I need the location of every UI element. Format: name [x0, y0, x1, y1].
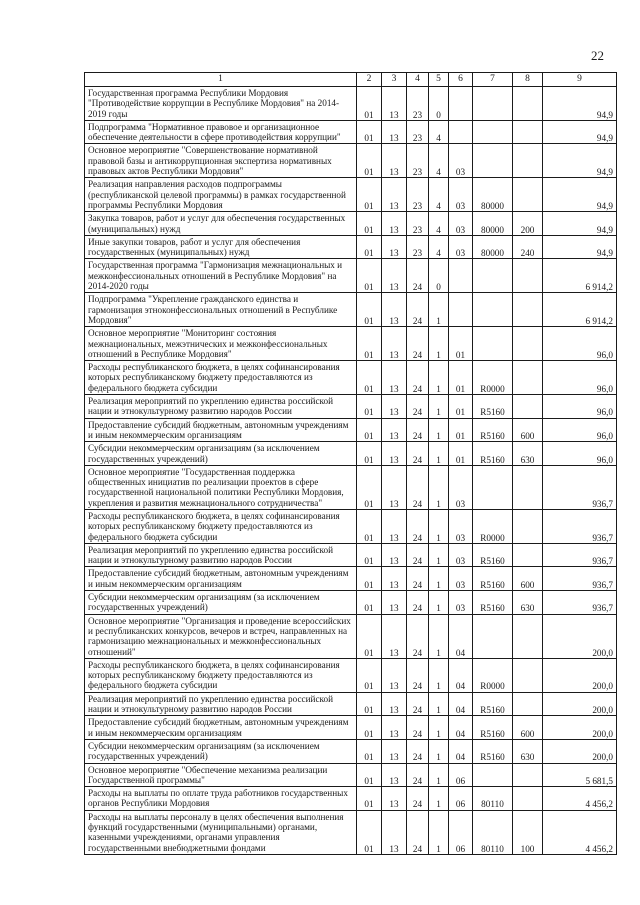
- cell-subsection: 13: [382, 395, 407, 419]
- cell-program: 24: [407, 716, 429, 740]
- cell-expense-direction: R5160: [473, 591, 513, 615]
- cell-subprogram: 1: [429, 614, 449, 658]
- cell-program: 24: [407, 614, 429, 658]
- cell-section: 01: [357, 361, 382, 395]
- cell-activity: [449, 120, 473, 144]
- cell-activity: 04: [449, 658, 473, 692]
- cell-activity: 06: [449, 787, 473, 811]
- table-row: [85, 212, 617, 236]
- cell-name: Подпрограмма "Укрепление гражданского единства и гармонизация этноконфессиональных отношений в Республике Мордовия": [85, 293, 357, 327]
- table-body: [85, 87, 617, 855]
- cell-name: Государственная программа Республики Мордовия "Противодействие коррупции в Республике Мордовия" на 2014-2019 годы: [85, 87, 357, 121]
- cell-amount: 96,0: [543, 418, 617, 442]
- cell-amount: 936,7: [543, 543, 617, 567]
- cell-subprogram: 4: [429, 120, 449, 144]
- cell-subsection: 13: [382, 293, 407, 327]
- cell-expense-type: [513, 543, 543, 567]
- cell-subprogram: 1: [429, 293, 449, 327]
- cell-subsection: 13: [382, 178, 407, 212]
- cell-program: 23: [407, 120, 429, 144]
- cell-amount: 936,7: [543, 465, 617, 509]
- cell-expense-type: [513, 692, 543, 716]
- cell-subprogram: 1: [429, 543, 449, 567]
- cell-activity: 03: [449, 235, 473, 259]
- cell-subsection: 13: [382, 763, 407, 787]
- cell-activity: 03: [449, 509, 473, 543]
- cell-activity: [449, 87, 473, 121]
- table-row: [85, 418, 617, 442]
- cell-program: 24: [407, 442, 429, 466]
- cell-subsection: 13: [382, 418, 407, 442]
- cell-section: 01: [357, 327, 382, 361]
- cell-expense-type: [513, 787, 543, 811]
- table-row: [85, 87, 617, 121]
- cell-subsection: 13: [382, 716, 407, 740]
- cell-name: Предоставление субсидий бюджетным, автономным учреждениям и иным некоммерческим организациям: [85, 418, 357, 442]
- cell-expense-direction: R5160: [473, 567, 513, 591]
- column-header: 2: [357, 73, 382, 87]
- table-row: [85, 716, 617, 740]
- cell-expense-direction: [473, 144, 513, 178]
- cell-section: 01: [357, 692, 382, 716]
- cell-activity: 04: [449, 614, 473, 658]
- cell-section: 01: [357, 787, 382, 811]
- cell-expense-type: 630: [513, 442, 543, 466]
- cell-subsection: 13: [382, 509, 407, 543]
- cell-expense-type: [513, 763, 543, 787]
- cell-amount: 96,0: [543, 442, 617, 466]
- cell-expense-direction: [473, 327, 513, 361]
- cell-subprogram: 1: [429, 361, 449, 395]
- cell-program: 24: [407, 293, 429, 327]
- column-header: 5: [429, 73, 449, 87]
- cell-amount: 94,9: [543, 144, 617, 178]
- cell-expense-type: [513, 293, 543, 327]
- cell-amount: 96,0: [543, 361, 617, 395]
- cell-name: Расходы республиканского бюджета, в целях софинансирования которых республиканскому бюджету предоставляются из федерального бюджета субсидии: [85, 509, 357, 543]
- cell-subsection: 13: [382, 739, 407, 763]
- cell-activity: 06: [449, 763, 473, 787]
- cell-expense-direction: [473, 293, 513, 327]
- cell-name: Основное мероприятие "Мониторинг состояния межнациональных, межэтнических и межконфессиональных отношений в Республике Мордовия": [85, 327, 357, 361]
- cell-program: 23: [407, 178, 429, 212]
- cell-expense-type: [513, 465, 543, 509]
- cell-expense-type: [513, 509, 543, 543]
- cell-activity: 01: [449, 442, 473, 466]
- cell-name: Предоставление субсидий бюджетным, автономным учреждениям и иным некоммерческим организациям: [85, 716, 357, 740]
- table-row: [85, 810, 617, 854]
- cell-expense-direction: 80000: [473, 235, 513, 259]
- cell-subprogram: 1: [429, 442, 449, 466]
- cell-expense-direction: [473, 87, 513, 121]
- cell-name: Основное мероприятие "Совершенствование нормативной правовой базы и антикоррупционная экспертиза нормативных правовых актов Республики Мордовия": [85, 144, 357, 178]
- cell-expense-direction: R5160: [473, 442, 513, 466]
- cell-amount: 6 914,2: [543, 293, 617, 327]
- cell-amount: 94,9: [543, 212, 617, 236]
- cell-program: 24: [407, 658, 429, 692]
- cell-subsection: 13: [382, 87, 407, 121]
- cell-amount: 4 456,2: [543, 810, 617, 854]
- cell-subsection: 13: [382, 120, 407, 144]
- cell-program: 24: [407, 418, 429, 442]
- cell-section: 01: [357, 658, 382, 692]
- table-row: [85, 235, 617, 259]
- table-row: [85, 361, 617, 395]
- table-row: [85, 259, 617, 293]
- cell-program: 24: [407, 591, 429, 615]
- cell-subprogram: 1: [429, 591, 449, 615]
- cell-section: 01: [357, 810, 382, 854]
- cell-expense-direction: R0000: [473, 509, 513, 543]
- cell-section: 01: [357, 259, 382, 293]
- cell-subprogram: 0: [429, 87, 449, 121]
- cell-expense-type: [513, 327, 543, 361]
- table-row: [85, 658, 617, 692]
- budget-table: [84, 72, 617, 855]
- cell-expense-direction: [473, 465, 513, 509]
- cell-section: 01: [357, 509, 382, 543]
- cell-expense-direction: R5160: [473, 395, 513, 419]
- cell-subprogram: 1: [429, 787, 449, 811]
- cell-amount: 94,9: [543, 178, 617, 212]
- cell-program: 24: [407, 465, 429, 509]
- cell-program: 24: [407, 763, 429, 787]
- column-header: 8: [513, 73, 543, 87]
- cell-activity: 03: [449, 591, 473, 615]
- table-row: [85, 327, 617, 361]
- cell-subprogram: 1: [429, 509, 449, 543]
- cell-subsection: 13: [382, 591, 407, 615]
- cell-amount: 200,0: [543, 658, 617, 692]
- cell-subsection: 13: [382, 442, 407, 466]
- cell-subsection: 13: [382, 465, 407, 509]
- cell-program: 24: [407, 787, 429, 811]
- cell-expense-direction: R0000: [473, 361, 513, 395]
- cell-expense-type: [513, 395, 543, 419]
- cell-subprogram: 1: [429, 418, 449, 442]
- cell-program: 24: [407, 567, 429, 591]
- cell-expense-type: 200: [513, 212, 543, 236]
- cell-amount: 200,0: [543, 692, 617, 716]
- cell-expense-type: 630: [513, 739, 543, 763]
- cell-subprogram: 1: [429, 567, 449, 591]
- cell-section: 01: [357, 87, 382, 121]
- cell-name: Государственная программа "Гармонизация межнациональных и межконфессиональных отношений в Республике Мордовия" на 2014-2020 годы: [85, 259, 357, 293]
- cell-section: 01: [357, 442, 382, 466]
- cell-amount: 4 456,2: [543, 787, 617, 811]
- cell-subprogram: 1: [429, 692, 449, 716]
- cell-activity: [449, 259, 473, 293]
- cell-expense-direction: [473, 614, 513, 658]
- cell-section: 01: [357, 591, 382, 615]
- table-row: [85, 692, 617, 716]
- cell-section: 01: [357, 614, 382, 658]
- cell-expense-type: 240: [513, 235, 543, 259]
- cell-name: Основное мероприятие "Обеспечение механизма реализации Государственной программы": [85, 763, 357, 787]
- column-header: 7: [473, 73, 513, 87]
- table-row: [85, 144, 617, 178]
- cell-expense-type: [513, 658, 543, 692]
- cell-activity: 01: [449, 361, 473, 395]
- table-row: [85, 787, 617, 811]
- cell-subprogram: 1: [429, 465, 449, 509]
- table-row: [85, 509, 617, 543]
- cell-activity: [449, 293, 473, 327]
- cell-section: 01: [357, 763, 382, 787]
- cell-subprogram: 1: [429, 716, 449, 740]
- table-row: [85, 395, 617, 419]
- cell-subsection: 13: [382, 787, 407, 811]
- cell-name: Реализация направления расходов подпрограммы (республиканской целевой программы) в рамках государственной программы Республики Мордовия: [85, 178, 357, 212]
- table-row: [85, 293, 617, 327]
- cell-program: 24: [407, 692, 429, 716]
- cell-expense-type: [513, 614, 543, 658]
- cell-subprogram: 1: [429, 810, 449, 854]
- cell-expense-type: 600: [513, 567, 543, 591]
- cell-subsection: 13: [382, 235, 407, 259]
- cell-program: 23: [407, 235, 429, 259]
- cell-name: Иные закупки товаров, работ и услуг для обеспечения государственных (муниципальных) нужд: [85, 235, 357, 259]
- cell-program: 24: [407, 810, 429, 854]
- cell-amount: 200,0: [543, 716, 617, 740]
- cell-expense-type: [513, 120, 543, 144]
- cell-name: Предоставление субсидий бюджетным, автономным учреждениям и иным некоммерческим организациям: [85, 567, 357, 591]
- cell-expense-type: [513, 87, 543, 121]
- cell-amount: 200,0: [543, 614, 617, 658]
- cell-name: Расходы на выплаты персоналу в целях обеспечения выполнения функций государственными (муниципальными) органами, казенными учреждениями, органами управления государственными внебюджетными фондами: [85, 810, 357, 854]
- cell-subsection: 13: [382, 614, 407, 658]
- cell-amount: 6 914,2: [543, 259, 617, 293]
- cell-activity: 03: [449, 178, 473, 212]
- cell-expense-direction: 80110: [473, 787, 513, 811]
- cell-expense-direction: R5160: [473, 418, 513, 442]
- cell-subsection: 13: [382, 543, 407, 567]
- cell-activity: 01: [449, 395, 473, 419]
- cell-amount: 94,9: [543, 120, 617, 144]
- table-row: [85, 739, 617, 763]
- table-row: [85, 763, 617, 787]
- table-row: [85, 178, 617, 212]
- cell-amount: 200,0: [543, 739, 617, 763]
- cell-subprogram: 4: [429, 144, 449, 178]
- table-row: [85, 543, 617, 567]
- cell-activity: 03: [449, 465, 473, 509]
- cell-subprogram: 1: [429, 327, 449, 361]
- cell-expense-direction: [473, 763, 513, 787]
- cell-activity: 03: [449, 144, 473, 178]
- cell-subsection: 13: [382, 259, 407, 293]
- cell-subsection: 13: [382, 212, 407, 236]
- cell-section: 01: [357, 235, 382, 259]
- column-header: 1: [85, 73, 357, 87]
- cell-section: 01: [357, 716, 382, 740]
- cell-subsection: 13: [382, 658, 407, 692]
- cell-name: Реализация мероприятий по укреплению единства российской нации и этнокультурному развитию народов России: [85, 692, 357, 716]
- column-header: 3: [382, 73, 407, 87]
- cell-name: Расходы республиканского бюджета, в целях софинансирования которых республиканскому бюджету предоставляются из федерального бюджета субсидии: [85, 658, 357, 692]
- cell-section: 01: [357, 465, 382, 509]
- cell-name: Закупка товаров, работ и услуг для обеспечения государственных (муниципальных) нужд: [85, 212, 357, 236]
- cell-amount: 96,0: [543, 395, 617, 419]
- cell-activity: 06: [449, 810, 473, 854]
- cell-program: 24: [407, 395, 429, 419]
- cell-amount: 94,9: [543, 87, 617, 121]
- cell-expense-direction: R5160: [473, 692, 513, 716]
- cell-expense-direction: R0000: [473, 658, 513, 692]
- cell-program: 24: [407, 361, 429, 395]
- cell-expense-direction: R5160: [473, 716, 513, 740]
- cell-subsection: 13: [382, 692, 407, 716]
- cell-subsection: 13: [382, 810, 407, 854]
- cell-amount: 96,0: [543, 327, 617, 361]
- cell-activity: 03: [449, 567, 473, 591]
- cell-subprogram: 1: [429, 739, 449, 763]
- cell-program: 24: [407, 509, 429, 543]
- cell-program: 24: [407, 543, 429, 567]
- cell-expense-type: [513, 178, 543, 212]
- cell-expense-direction: [473, 259, 513, 293]
- cell-expense-direction: 80110: [473, 810, 513, 854]
- cell-expense-type: 600: [513, 716, 543, 740]
- cell-subsection: 13: [382, 567, 407, 591]
- cell-section: 01: [357, 212, 382, 236]
- cell-section: 01: [357, 739, 382, 763]
- cell-amount: 936,7: [543, 591, 617, 615]
- column-header: 4: [407, 73, 429, 87]
- cell-name: Основное мероприятие "Организация и проведение всероссийских и республиканских конкурсов, вечеров и встреч, направленных на гармонизацию межнациональных и межконфессиональных отношений": [85, 614, 357, 658]
- cell-expense-direction: [473, 120, 513, 144]
- cell-name: Субсидии некоммерческим организациям (за исключением государственных учреждений): [85, 739, 357, 763]
- cell-section: 01: [357, 418, 382, 442]
- cell-subsection: 13: [382, 144, 407, 178]
- cell-expense-direction: 80000: [473, 212, 513, 236]
- cell-activity: 04: [449, 716, 473, 740]
- cell-section: 01: [357, 567, 382, 591]
- cell-expense-type: 600: [513, 418, 543, 442]
- cell-expense-type: [513, 144, 543, 178]
- cell-section: 01: [357, 120, 382, 144]
- cell-amount: 936,7: [543, 567, 617, 591]
- cell-program: 23: [407, 144, 429, 178]
- table-row: [85, 120, 617, 144]
- cell-expense-direction: R5160: [473, 739, 513, 763]
- cell-section: 01: [357, 293, 382, 327]
- cell-activity: 01: [449, 418, 473, 442]
- cell-name: Субсидии некоммерческим организациям (за исключением государственных учреждений): [85, 591, 357, 615]
- table-row: [85, 591, 617, 615]
- cell-expense-type: [513, 259, 543, 293]
- table-row: [85, 465, 617, 509]
- cell-subprogram: 1: [429, 395, 449, 419]
- cell-section: 01: [357, 144, 382, 178]
- cell-amount: 936,7: [543, 509, 617, 543]
- header-row: [85, 73, 617, 87]
- column-header: 6: [449, 73, 473, 87]
- cell-name: Субсидии некоммерческим организациям (за исключением государственных учреждений): [85, 442, 357, 466]
- table-row: [85, 442, 617, 466]
- cell-name: Расходы республиканского бюджета, в целях софинансирования которых республиканскому бюджету предоставляются из федерального бюджета субсидии: [85, 361, 357, 395]
- cell-subprogram: 4: [429, 212, 449, 236]
- cell-expense-direction: R5160: [473, 543, 513, 567]
- cell-program: 23: [407, 87, 429, 121]
- cell-section: 01: [357, 395, 382, 419]
- cell-activity: 04: [449, 692, 473, 716]
- cell-expense-type: 630: [513, 591, 543, 615]
- table-row: [85, 567, 617, 591]
- cell-amount: 94,9: [543, 235, 617, 259]
- cell-subprogram: 4: [429, 235, 449, 259]
- page-number: 22: [591, 48, 604, 63]
- column-header: 9: [543, 73, 617, 87]
- cell-name: Реализация мероприятий по укреплению единства российской нации и этнокультурному развитию народов России: [85, 543, 357, 567]
- table-row: [85, 614, 617, 658]
- cell-section: 01: [357, 543, 382, 567]
- cell-activity: 03: [449, 543, 473, 567]
- cell-activity: 01: [449, 327, 473, 361]
- cell-subsection: 13: [382, 361, 407, 395]
- cell-expense-type: [513, 361, 543, 395]
- cell-program: 23: [407, 212, 429, 236]
- cell-subsection: 13: [382, 327, 407, 361]
- cell-expense-type: 100: [513, 810, 543, 854]
- cell-name: Подпрограмма "Нормативное правовое и организационное обеспечение деятельности в сфере противодействия коррупции": [85, 120, 357, 144]
- cell-name: Расходы на выплаты по оплате труда работников государственных органов Республики Мордовия: [85, 787, 357, 811]
- cell-name: Реализация мероприятий по укреплению единства российской нации и этнокультурному развитию народов России: [85, 395, 357, 419]
- cell-subprogram: 4: [429, 178, 449, 212]
- cell-amount: 5 681,5: [543, 763, 617, 787]
- cell-subprogram: 1: [429, 763, 449, 787]
- cell-program: 24: [407, 739, 429, 763]
- cell-subprogram: 1: [429, 658, 449, 692]
- cell-expense-direction: 80000: [473, 178, 513, 212]
- cell-activity: 03: [449, 212, 473, 236]
- cell-subprogram: 0: [429, 259, 449, 293]
- cell-program: 24: [407, 327, 429, 361]
- cell-section: 01: [357, 178, 382, 212]
- cell-program: 24: [407, 259, 429, 293]
- cell-activity: 04: [449, 739, 473, 763]
- cell-name: Основное мероприятие "Государственная поддержка общественных инициатив по реализации проектов в сфере государственной национальной политики Республики Мордовия, укрепления и развития межнационального сотрудничества": [85, 465, 357, 509]
